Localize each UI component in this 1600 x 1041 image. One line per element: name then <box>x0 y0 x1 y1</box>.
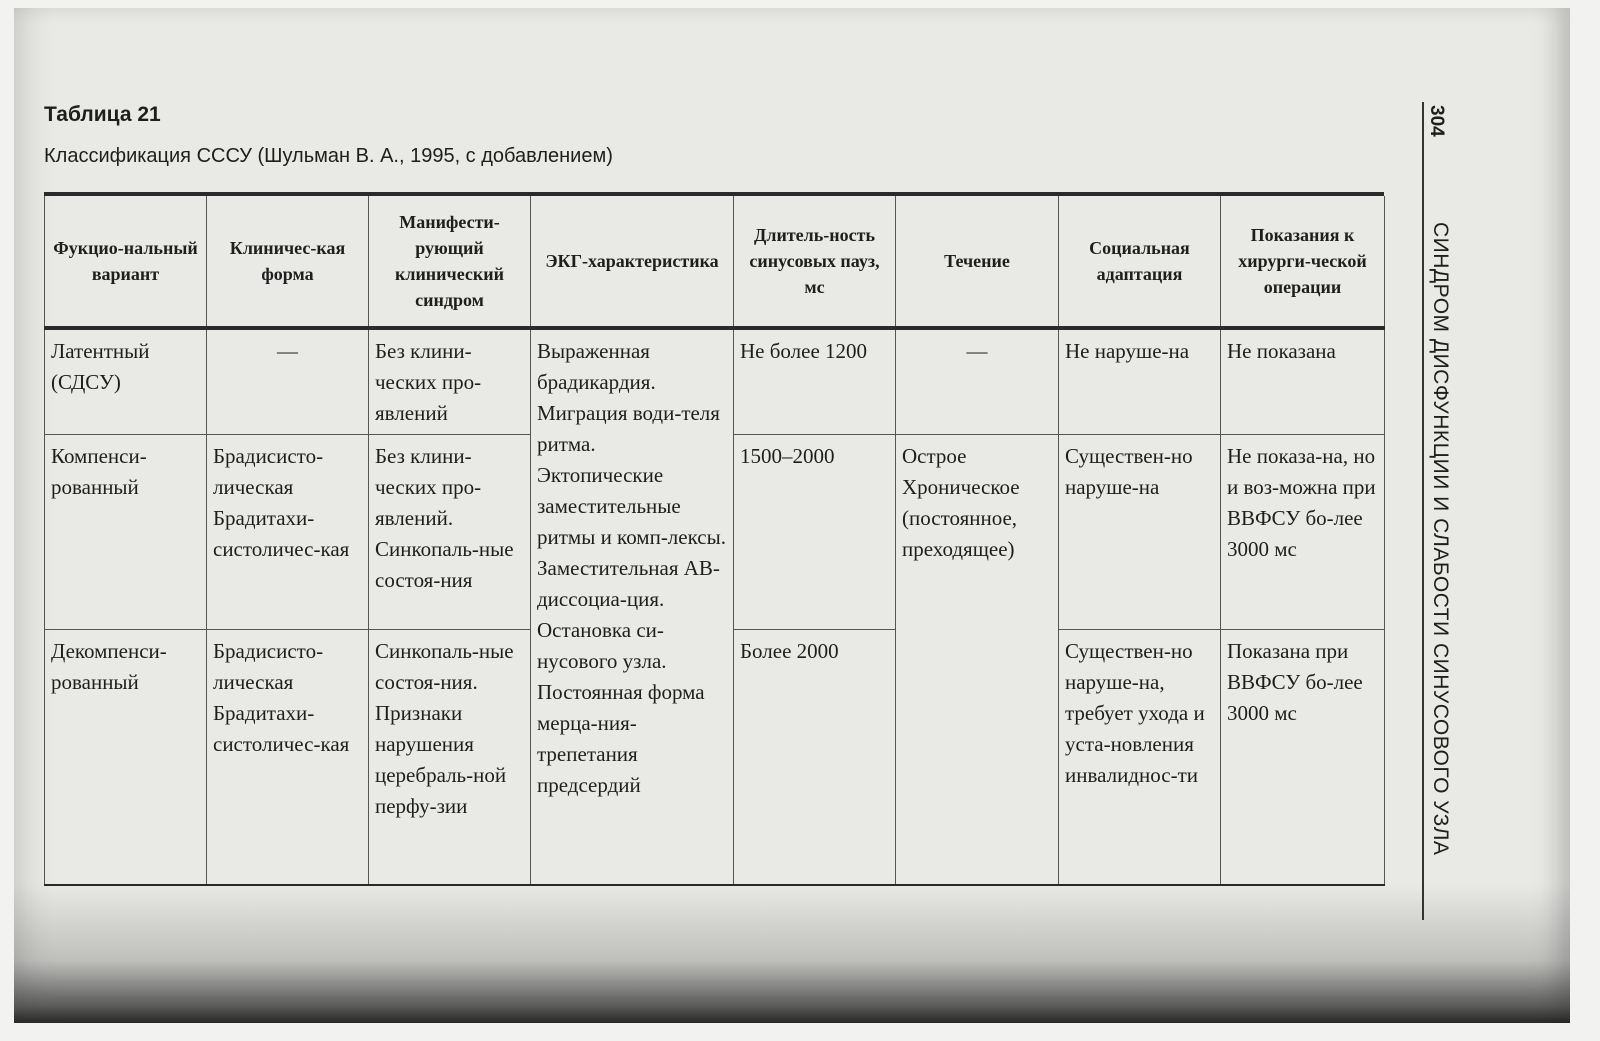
page-number: 304 <box>1426 105 1447 137</box>
cell-variant: Декомпенси-рованный <box>45 630 207 886</box>
header-pause: Длитель-ность синусовых пауз, мс <box>734 196 896 328</box>
cell-surgery: Не показа-на, но и воз-можна при ВВФСУ бо-лее 3000 мс <box>1221 435 1385 630</box>
cell-adaptation: Существен-но наруше-на, требует ухода и уста-новления инвалиднос-ти <box>1059 630 1221 886</box>
cell-course-shared: Острое Хроническое (постоянное, преходящее) <box>896 435 1059 886</box>
cell-form: — <box>207 328 369 435</box>
cell-form: Брадисисто-лическая Брадитахи-систоличес-кая <box>207 435 369 630</box>
header-course: Течение <box>896 196 1059 328</box>
running-head-rule <box>1422 102 1424 920</box>
cell-syndrome: Без клини-ческих про-явлений. Синкопаль-ные состоя-ния <box>369 435 531 630</box>
header-ecg: ЭКГ-характеристика <box>531 196 734 328</box>
header-variant: Фукцио-нальный вариант <box>45 196 207 328</box>
cell-pause: 1500–2000 <box>734 435 896 630</box>
cell-ecg-shared: Выраженная брадикардия. Миграция води-теля ритма. Эктопические заместительные ритмы и комп-лексы. Заместительная АВ-диссоциа-ция. Остановка си-нусового узла. Постоянная форма мерца-ния-трепетания предсердий <box>531 328 734 885</box>
cell-pause: Не более 1200 <box>734 328 896 435</box>
header-surgery: Показания к хирурги-ческой операции <box>1221 196 1385 328</box>
classification-table-wrap <box>44 192 1384 886</box>
cell-adaptation: Существен-но наруше-на <box>1059 435 1221 630</box>
header-syndrome: Манифести-рующий клинический синдром <box>369 196 531 328</box>
table-row <box>45 328 1385 435</box>
cell-syndrome: Синкопаль-ные состоя-ния. Признаки нарушения церебраль-ной перфу-зии <box>369 630 531 886</box>
page-shadow <box>14 883 1570 1023</box>
cell-course: — <box>896 328 1059 435</box>
cell-variant: Компенси-рованный <box>45 435 207 630</box>
table-title: Классификация СССУ (Шульман В. А., 1995, с добавлением) <box>44 145 613 167</box>
header-form: Клиничес-кая форма <box>207 196 369 328</box>
table-header-row <box>45 196 1385 328</box>
cell-surgery: Показана при ВВФСУ бо-лее 3000 мс <box>1221 630 1385 886</box>
cell-variant: Латентный (СДСУ) <box>45 328 207 435</box>
cell-surgery: Не показана <box>1221 328 1385 435</box>
cell-adaptation: Не наруше-на <box>1059 328 1221 435</box>
header-adaptation: Социальная адаптация <box>1059 196 1221 328</box>
cell-pause: Более 2000 <box>734 630 896 886</box>
cell-form: Брадисисто-лическая Брадитахи-систоличес-кая <box>207 630 369 886</box>
running-title: СИНДРОМ ДИСФУНКЦИИ И СЛАБОСТИ СИНУСОВОГО УЗЛА <box>1429 222 1452 856</box>
classification-table <box>44 196 1385 886</box>
table-number: Таблица 21 <box>44 103 161 126</box>
cell-syndrome: Без клини-ческих про-явлений <box>369 328 531 435</box>
